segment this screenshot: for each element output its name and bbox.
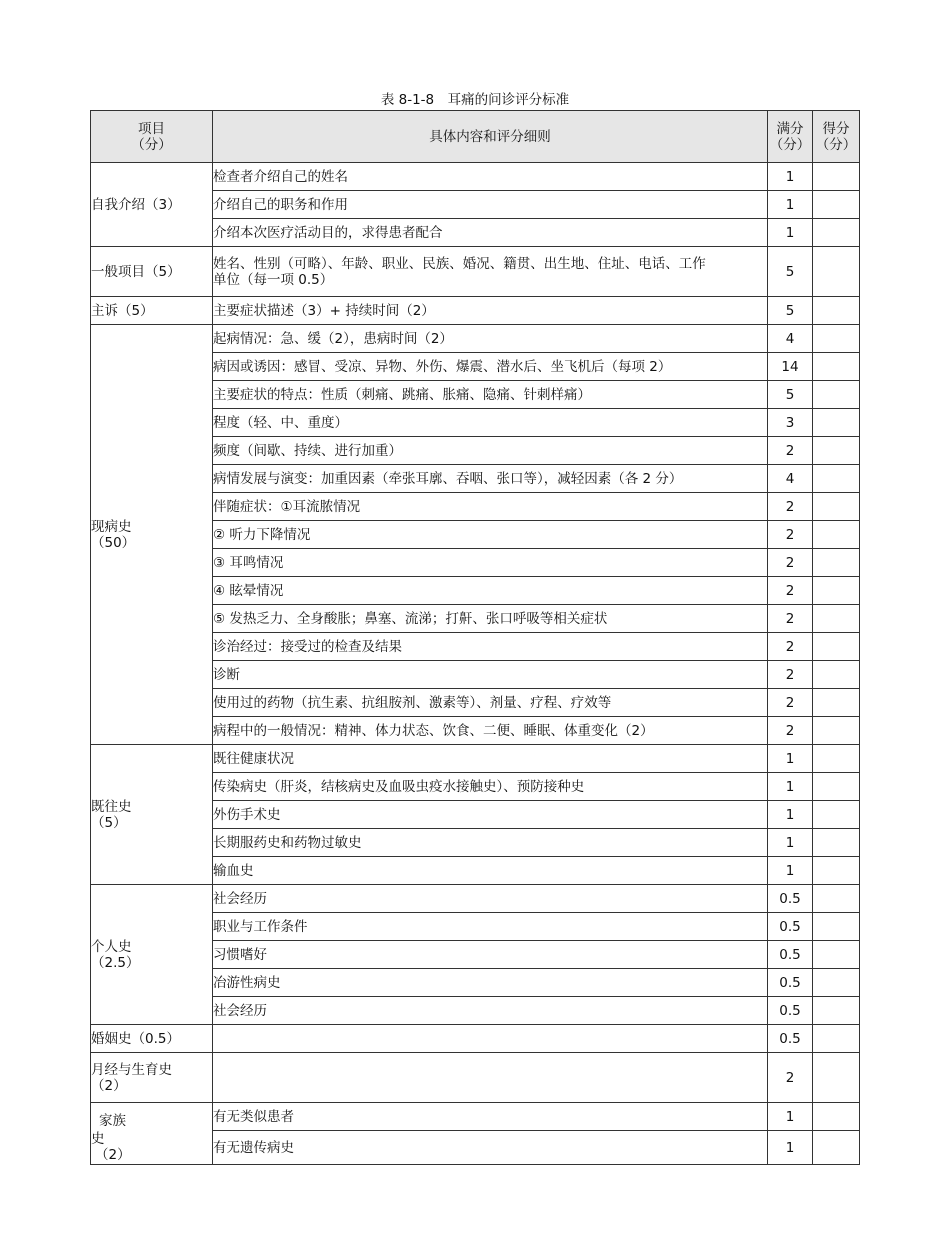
row-score-cell[interactable] [813, 633, 860, 661]
row-score-cell[interactable] [813, 829, 860, 857]
row-content: 有无类似患者 [213, 1103, 768, 1131]
row-content: 姓名、性别（可略）、年龄、职业、民族、婚况、籍贯、出生地、住址、电话、工作 单位（每一项 0.5） [213, 247, 768, 297]
row-content: 输血史 [213, 857, 768, 885]
category-present-illness: 现病史 （50） [91, 325, 213, 745]
row-max-score: 1 [768, 219, 813, 247]
row-content: 伴随症状：①耳流脓情况 [213, 493, 768, 521]
row-content: 程度（轻、中、重度） [213, 409, 768, 437]
row-max-score: 0.5 [768, 941, 813, 969]
row-score-cell[interactable] [813, 549, 860, 577]
table-row [91, 297, 860, 325]
row-max-score: 0.5 [768, 1025, 813, 1053]
row-score-cell[interactable] [813, 219, 860, 247]
row-content: 外伤手术史 [213, 801, 768, 829]
row-max-score: 2 [768, 633, 813, 661]
row-content: ② 听力下降情况 [213, 521, 768, 549]
row-score-cell[interactable] [813, 1103, 860, 1131]
row-max-score: 2 [768, 549, 813, 577]
table-row [91, 325, 860, 353]
row-content: ③ 耳鸣情况 [213, 549, 768, 577]
row-max-score: 0.5 [768, 885, 813, 913]
row-score-cell[interactable] [813, 801, 860, 829]
row-score-cell[interactable] [813, 409, 860, 437]
header-content: 具体内容和评分细则 [213, 111, 768, 163]
row-content: 使用过的药物（抗生素、抗组胺剂、激素等）、剂量、疗程、疗效等 [213, 689, 768, 717]
row-content: 病情发展与演变：加重因素（牵张耳廓、吞咽、张口等），减轻因素（各 2 分） [213, 465, 768, 493]
row-max-score: 0.5 [768, 913, 813, 941]
row-max-score: 1 [768, 829, 813, 857]
table-row [91, 1053, 860, 1103]
row-content: 职业与工作条件 [213, 913, 768, 941]
header-max-score: 满分 （分） [768, 111, 813, 163]
row-score-cell[interactable] [813, 381, 860, 409]
row-content: 主要症状的特点：性质（刺痛、跳痛、胀痛、隐痛、针刺样痛） [213, 381, 768, 409]
table-row [91, 885, 860, 913]
row-score-cell[interactable] [813, 913, 860, 941]
row-content: ④ 眩晕情况 [213, 577, 768, 605]
row-score-cell[interactable] [813, 493, 860, 521]
row-max-score: 2 [768, 605, 813, 633]
row-max-score: 1 [768, 857, 813, 885]
row-max-score: 5 [768, 297, 813, 325]
row-max-score: 0.5 [768, 997, 813, 1025]
header-obtained-score: 得分 （分） [813, 111, 860, 163]
category-marriage-history: 婚姻史（0.5） [91, 1025, 213, 1053]
row-max-score: 5 [768, 247, 813, 297]
row-max-score: 1 [768, 801, 813, 829]
row-score-cell[interactable] [813, 437, 860, 465]
row-score-cell[interactable] [813, 717, 860, 745]
row-max-score: 2 [768, 493, 813, 521]
category-intro: 自我介绍（3） [91, 163, 213, 247]
category-past-history: 既往史 （5） [91, 745, 213, 885]
row-content: 频度（间歇、持续、进行加重） [213, 437, 768, 465]
row-content: 病因或诱因：感冒、受凉、异物、外伤、爆震、潜水后、坐飞机后（每项 2） [213, 353, 768, 381]
row-score-cell[interactable] [813, 969, 860, 997]
row-score-cell[interactable] [813, 163, 860, 191]
row-max-score: 1 [768, 745, 813, 773]
row-max-score: 1 [768, 163, 813, 191]
row-content: 既往健康状况 [213, 745, 768, 773]
row-score-cell[interactable] [813, 857, 860, 885]
table-row [91, 745, 860, 773]
row-content: 介绍自己的职务和作用 [213, 191, 768, 219]
row-content: 诊治经过：接受过的检查及结果 [213, 633, 768, 661]
table-row [91, 1103, 860, 1131]
row-content: 冶游性病史 [213, 969, 768, 997]
row-max-score: 2 [768, 437, 813, 465]
category-complaint: 主诉（5） [91, 297, 213, 325]
row-score-cell[interactable] [813, 885, 860, 913]
row-score-cell[interactable] [813, 247, 860, 297]
row-score-cell[interactable] [813, 325, 860, 353]
row-score-cell[interactable] [813, 465, 860, 493]
row-score-cell[interactable] [813, 191, 860, 219]
row-score-cell[interactable] [813, 577, 860, 605]
category-general: 一般项目（5） [91, 247, 213, 297]
table-row [91, 163, 860, 191]
row-max-score: 3 [768, 409, 813, 437]
table-header-row [91, 111, 860, 163]
row-max-score: 14 [768, 353, 813, 381]
row-max-score: 2 [768, 1053, 813, 1103]
table-caption: 表 8-1-8 耳痛的问诊评分标准 [380, 92, 570, 108]
row-content: 介绍本次医疗活动目的，求得患者配合 [213, 219, 768, 247]
row-score-cell[interactable] [813, 941, 860, 969]
row-content: 主要症状描述（3）+ 持续时间（2） [213, 297, 768, 325]
row-max-score: 4 [768, 465, 813, 493]
row-score-cell[interactable] [813, 1131, 860, 1165]
row-score-cell[interactable] [813, 997, 860, 1025]
row-content [213, 1025, 768, 1053]
row-max-score: 5 [768, 381, 813, 409]
row-score-cell[interactable] [813, 605, 860, 633]
row-max-score: 2 [768, 661, 813, 689]
row-max-score: 1 [768, 1103, 813, 1131]
category-family-history: 家族 史 （2） [91, 1103, 213, 1165]
row-content: 检查者介绍自己的姓名 [213, 163, 768, 191]
row-max-score: 2 [768, 577, 813, 605]
table-row [91, 247, 860, 297]
row-max-score: 1 [768, 773, 813, 801]
row-score-cell[interactable] [813, 1025, 860, 1053]
row-content: 传染病史（肝炎，结核病史及血吸虫疫水接触史）、预防接种史 [213, 773, 768, 801]
row-content: 习惯嗜好 [213, 941, 768, 969]
row-max-score: 1 [768, 1131, 813, 1165]
category-personal-history: 个人史 （2.5） [91, 885, 213, 1025]
row-score-cell[interactable] [813, 353, 860, 381]
row-score-cell[interactable] [813, 521, 860, 549]
row-score-cell[interactable] [813, 773, 860, 801]
row-content [213, 1053, 768, 1103]
row-score-cell[interactable] [813, 689, 860, 717]
header-item: 项目 （分） [91, 111, 213, 163]
row-max-score: 0.5 [768, 969, 813, 997]
row-content: 有无遗传病史 [213, 1131, 768, 1165]
row-max-score: 2 [768, 689, 813, 717]
row-content: 起病情况：急、缓（2），患病时间（2） [213, 325, 768, 353]
row-score-cell[interactable] [813, 297, 860, 325]
row-max-score: 1 [768, 191, 813, 219]
row-score-cell[interactable] [813, 1053, 860, 1103]
row-content: 诊断 [213, 661, 768, 689]
row-score-cell[interactable] [813, 745, 860, 773]
row-content: 病程中的一般情况：精神、体力状态、饮食、二便、睡眠、体重变化（2） [213, 717, 768, 745]
row-max-score: 2 [768, 521, 813, 549]
row-max-score: 2 [768, 717, 813, 745]
category-menstrual-history: 月经与生育史 （2） [91, 1053, 213, 1103]
row-content: ⑤ 发热乏力、全身酸胀；鼻塞、流涕；打鼾、张口呼吸等相关症状 [213, 605, 768, 633]
scoring-table [90, 110, 860, 1165]
row-max-score: 4 [768, 325, 813, 353]
row-score-cell[interactable] [813, 661, 860, 689]
table-row [91, 1025, 860, 1053]
row-content: 社会经历 [213, 885, 768, 913]
row-content: 社会经历 [213, 997, 768, 1025]
row-content: 长期服药史和药物过敏史 [213, 829, 768, 857]
